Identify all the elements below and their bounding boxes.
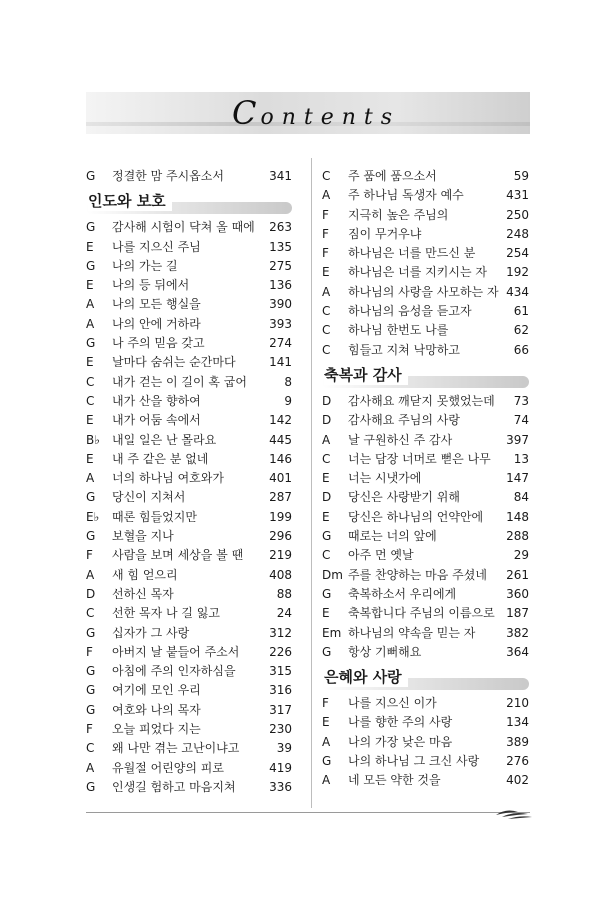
toc-entry[interactable] — [322, 321, 529, 340]
page-number: 84 — [513, 490, 529, 505]
toc-entry[interactable] — [322, 752, 529, 771]
section-heading-text: 은혜와 사랑 — [324, 666, 408, 687]
toc-entry[interactable] — [86, 373, 292, 392]
toc-entry[interactable] — [322, 488, 529, 507]
toc-entry[interactable] — [322, 713, 529, 732]
song-title: 여호와 나의 목자 — [112, 702, 201, 717]
page-number: 393 — [269, 316, 292, 331]
song-key: D — [322, 490, 332, 505]
page-number: 62 — [513, 323, 529, 338]
song-key: C — [322, 304, 331, 319]
song-key: G — [322, 754, 332, 769]
song-key: C — [86, 374, 95, 389]
toc-entry[interactable] — [322, 225, 529, 244]
toc-entry[interactable] — [322, 585, 529, 604]
song-title: 선하신 목자 — [112, 586, 174, 601]
song-key: A — [322, 734, 331, 749]
song-title: 오늘 피었다 지는 — [112, 722, 201, 737]
song-title: 때론 힘들었지만 — [112, 509, 197, 524]
toc-entry[interactable] — [322, 771, 529, 790]
song-key: F — [322, 696, 329, 711]
right-top-list — [322, 167, 529, 360]
toc-entry[interactable] — [86, 681, 292, 700]
toc-entry[interactable] — [322, 643, 529, 662]
song-title: 내 주 같은 분 없네 — [112, 451, 209, 466]
toc-entry[interactable] — [86, 546, 292, 565]
song-title: 나의 가는 길 — [112, 258, 178, 273]
toc-entry[interactable] — [322, 694, 529, 713]
song-title: 주를 찬양하는 마음 주셨네 — [348, 567, 487, 582]
page-title — [232, 94, 400, 132]
page-number: 276 — [506, 754, 529, 769]
toc-entry[interactable] — [86, 527, 292, 546]
song-title: 너의 하나님 여호와가 — [112, 471, 224, 486]
toc-entry[interactable] — [86, 469, 292, 488]
song-title: 당신은 사랑받기 위해 — [348, 490, 460, 505]
page-number: 226 — [269, 644, 292, 659]
song-title: 당신이 지쳐서 — [112, 490, 186, 505]
page-number: 199 — [269, 509, 292, 524]
footer-rule — [86, 812, 530, 813]
song-title: 감사해요 주님의 사랑 — [348, 413, 460, 428]
page-number: 397 — [506, 432, 529, 447]
page-number: 59 — [513, 169, 529, 183]
page-number: 29 — [513, 548, 529, 563]
song-key: A — [86, 297, 95, 312]
page-number: 315 — [269, 664, 292, 679]
grace-section-list — [322, 694, 529, 790]
song-title: 하나님 한번도 나를 — [348, 323, 449, 338]
title-initial: C — [232, 94, 261, 132]
toc-entry[interactable] — [322, 167, 529, 186]
toc-entry[interactable] — [86, 411, 292, 430]
page-number: 316 — [269, 683, 292, 698]
toc-entry[interactable] — [322, 527, 529, 546]
song-key: B♭ — [86, 432, 100, 447]
song-title: 너는 담장 너머로 뻗은 나무 — [348, 451, 491, 466]
leaf-ornament-icon — [494, 806, 534, 820]
page-number: 275 — [269, 258, 292, 273]
page-number: 287 — [269, 490, 292, 505]
song-title: 내일 일은 난 몰라요 — [112, 432, 217, 447]
toc-entry[interactable] — [322, 341, 529, 360]
song-key: C — [322, 548, 331, 563]
song-title: 십자가 그 사랑 — [112, 625, 190, 640]
page-number: 419 — [269, 760, 292, 775]
toc-entry[interactable] — [86, 276, 292, 295]
song-key: A — [322, 432, 331, 447]
column-divider — [311, 158, 312, 808]
song-key: G — [322, 644, 332, 659]
toc-entry[interactable] — [322, 283, 529, 302]
song-title: 나의 등 뒤에서 — [112, 278, 190, 293]
song-key: C — [322, 323, 331, 338]
song-title: 새 힘 얻으리 — [112, 567, 178, 582]
page-number: 135 — [269, 239, 292, 254]
song-key: E — [322, 606, 330, 621]
page-number: 336 — [269, 779, 292, 794]
song-title: 사람을 보며 세상을 볼 땐 — [112, 548, 244, 563]
song-title: 날마다 숨쉬는 순간마다 — [112, 355, 236, 370]
song-key: G — [86, 625, 96, 640]
song-title: 주 하나님 독생자 예수 — [348, 188, 464, 203]
page-number: 88 — [276, 586, 292, 601]
song-key: C — [86, 606, 95, 621]
toc-entry[interactable] — [86, 295, 292, 314]
song-key: E — [86, 413, 94, 428]
song-key: E — [86, 355, 94, 370]
song-key: G — [86, 683, 96, 698]
song-title: 감사해 시험이 닥쳐 올 때에 — [112, 220, 255, 235]
song-key: E — [322, 471, 330, 486]
song-key: E — [86, 239, 94, 254]
toc-entry[interactable] — [86, 778, 292, 797]
song-key: E — [322, 509, 330, 524]
page-number: 61 — [513, 304, 529, 319]
song-key: F — [86, 722, 93, 737]
page-number: 13 — [513, 451, 529, 466]
page-number: 73 — [513, 393, 529, 408]
song-key: F — [86, 548, 93, 563]
song-key: A — [86, 760, 95, 775]
section-heading-guidance — [86, 188, 292, 218]
toc-entry[interactable] — [322, 244, 529, 263]
page-number: 219 — [269, 548, 292, 563]
page-number: 364 — [506, 644, 529, 659]
page-number: 408 — [269, 567, 292, 582]
page-number: 24 — [276, 606, 292, 621]
page-number: 296 — [269, 529, 292, 544]
song-title: 네 모든 약한 것을 — [348, 773, 441, 788]
song-title: 나의 모든 행실을 — [112, 297, 201, 312]
page-number: 389 — [506, 734, 529, 749]
song-title: 너는 시냇가에 — [348, 471, 422, 486]
song-key: G — [86, 169, 96, 183]
song-title: 아침에 주의 인자하심을 — [112, 664, 236, 679]
toc-entry[interactable] — [322, 566, 529, 585]
page-number: 210 — [506, 696, 529, 711]
song-title: 보혈을 지나 — [112, 529, 174, 544]
song-key: A — [86, 471, 95, 486]
page-number: 341 — [269, 169, 292, 183]
toc-entry[interactable] — [86, 566, 292, 585]
song-title: 내가 걷는 이 길이 혹 굽어 — [112, 374, 247, 389]
toc-entry[interactable] — [86, 431, 292, 450]
toc-entry[interactable] — [322, 302, 529, 321]
toc-entry[interactable] — [86, 720, 292, 739]
song-key: A — [86, 567, 95, 582]
song-key: D — [86, 586, 96, 601]
toc-entry[interactable] — [86, 450, 292, 469]
song-key: D — [322, 393, 332, 408]
toc-entry[interactable] — [86, 257, 292, 276]
toc-entry[interactable] — [86, 604, 292, 623]
song-key: C — [86, 393, 95, 408]
page-number: 434 — [506, 284, 529, 299]
page-number: 141 — [269, 355, 292, 370]
song-title: 정결한 맘 주시옵소서 — [112, 169, 224, 183]
page-number: 142 — [269, 413, 292, 428]
section-heading-grace — [322, 664, 529, 694]
song-title: 하나님의 음성을 듣고자 — [348, 304, 472, 319]
song-key: C — [86, 741, 95, 756]
page-number: 192 — [506, 265, 529, 280]
left-section-list — [86, 218, 292, 797]
song-title: 주 품에 품으소서 — [348, 169, 437, 183]
toc-entry[interactable] — [322, 206, 529, 225]
page-number: 254 — [506, 246, 529, 261]
song-title: 하나님은 너를 만드신 분 — [348, 246, 476, 261]
page-number: 8 — [284, 374, 292, 389]
song-key: E — [86, 451, 94, 466]
page-number: 261 — [506, 567, 529, 582]
song-title: 나를 지으신 주님 — [112, 239, 201, 254]
song-title: 하나님의 사랑을 사모하는 자 — [348, 284, 499, 299]
toc-entry[interactable] — [86, 739, 292, 758]
song-key: E — [322, 265, 330, 280]
page-number: 74 — [513, 413, 529, 428]
song-title: 아버지 날 붙들어 주소서 — [112, 644, 240, 659]
song-title: 나 주의 믿음 갖고 — [112, 336, 205, 351]
song-title: 나를 향한 주의 사랑 — [348, 715, 453, 730]
page-number: 317 — [269, 702, 292, 717]
page-number: 431 — [506, 188, 529, 203]
toc-entry[interactable] — [86, 353, 292, 372]
toc-entry[interactable] — [322, 186, 529, 205]
toc-entry[interactable] — [322, 469, 529, 488]
toc-entry[interactable] — [322, 411, 529, 430]
right-column — [322, 167, 529, 791]
song-key: G — [86, 702, 96, 717]
toc-entry[interactable] — [86, 643, 292, 662]
song-title: 나의 안에 거하라 — [112, 316, 201, 331]
toc-entry[interactable] — [86, 624, 292, 643]
song-title: 때로는 너의 앞에 — [348, 529, 437, 544]
section-heading-text: 축복과 감사 — [324, 364, 408, 385]
song-key: G — [86, 664, 96, 679]
song-key: G — [322, 586, 332, 601]
page-number: 263 — [269, 220, 292, 235]
toc-entry[interactable] — [86, 218, 292, 237]
toc-entry[interactable] — [322, 263, 529, 282]
page-number: 248 — [506, 226, 529, 241]
toc-entry[interactable] — [86, 167, 292, 186]
page-number: 360 — [506, 586, 529, 601]
toc-entry[interactable] — [86, 392, 292, 411]
blessing-section-list — [322, 392, 529, 662]
song-title: 나의 가장 낮은 마음 — [348, 734, 453, 749]
song-key: G — [86, 779, 96, 794]
song-key: C — [322, 342, 331, 357]
section-heading-text: 인도와 보호 — [88, 190, 172, 211]
left-top-list — [86, 167, 292, 186]
song-title: 내가 산을 향하여 — [112, 393, 201, 408]
page-number: 312 — [269, 625, 292, 640]
song-title: 인생길 험하고 마음지쳐 — [112, 779, 236, 794]
song-key: D — [322, 413, 332, 428]
song-key: Dm — [322, 567, 343, 582]
toc-entry[interactable] — [322, 431, 529, 450]
page-number: 136 — [269, 278, 292, 293]
toc-entry[interactable] — [322, 450, 529, 469]
song-key: A — [322, 188, 331, 203]
toc-entry[interactable] — [322, 733, 529, 752]
song-title: 축복하소서 우리에게 — [348, 586, 457, 601]
song-key: G — [86, 258, 96, 273]
toc-entry[interactable] — [86, 585, 292, 604]
toc-entry[interactable] — [86, 334, 292, 353]
page-number: 274 — [269, 336, 292, 351]
toc-entry[interactable] — [322, 624, 529, 643]
toc-entry[interactable] — [86, 662, 292, 681]
song-key: G — [86, 336, 96, 351]
song-key: F — [322, 226, 329, 241]
toc-entry[interactable] — [86, 488, 292, 507]
page-number: 382 — [506, 625, 529, 640]
song-title: 유월절 어린양의 피로 — [112, 760, 224, 775]
song-key: E — [86, 278, 94, 293]
toc-entry[interactable] — [86, 315, 292, 334]
contents-header — [86, 92, 530, 134]
song-title: 하나님은 너를 지키시는 자 — [348, 265, 487, 280]
song-key: E — [322, 715, 330, 730]
song-title: 선한 목자 나 길 잃고 — [112, 606, 220, 621]
page-number: 66 — [513, 342, 529, 357]
left-column — [86, 167, 292, 797]
song-key: A — [322, 284, 331, 299]
song-key: G — [86, 220, 96, 235]
page-number: 9 — [284, 393, 292, 408]
song-title: 하나님의 약속을 믿는 자 — [348, 625, 476, 640]
page-number: 402 — [506, 773, 529, 788]
toc-entry[interactable] — [86, 759, 292, 778]
song-key: F — [322, 246, 329, 261]
song-title: 당신은 하나님의 언약안에 — [348, 509, 484, 524]
song-title: 축복합니다 주님의 이름으로 — [348, 606, 495, 621]
section-heading-blessing — [322, 362, 529, 392]
song-key: F — [86, 644, 93, 659]
song-key: G — [322, 529, 332, 544]
page-number: 187 — [506, 606, 529, 621]
song-key: C — [322, 451, 331, 466]
song-title: 왜 나만 겪는 고난이냐고 — [112, 741, 240, 756]
song-key: A — [322, 773, 331, 788]
page-number: 134 — [506, 715, 529, 730]
song-key: A — [86, 316, 95, 331]
toc-entry[interactable] — [86, 508, 292, 527]
song-key: E♭ — [86, 509, 100, 524]
song-key: G — [86, 490, 96, 505]
song-key: G — [86, 529, 96, 544]
song-title: 나의 하나님 그 크신 사랑 — [348, 754, 480, 769]
toc-entry[interactable] — [322, 392, 529, 411]
title-rest: ontents — [260, 105, 401, 130]
song-title: 여기에 모인 우리 — [112, 683, 201, 698]
page-number: 146 — [269, 451, 292, 466]
song-title: 아주 먼 옛날 — [348, 548, 414, 563]
song-title: 힘들고 지쳐 낙망하고 — [348, 342, 460, 357]
page-number: 250 — [506, 207, 529, 222]
page-number: 39 — [276, 741, 292, 756]
song-title: 감사해요 깨닫지 못했었는데 — [348, 393, 495, 408]
song-title: 짐이 무거우냐 — [348, 226, 422, 241]
toc-entry[interactable] — [86, 238, 292, 257]
page-number: 288 — [506, 529, 529, 544]
song-key: Em — [322, 625, 342, 640]
page-number: 230 — [269, 722, 292, 737]
song-title: 날 구원하신 주 감사 — [348, 432, 453, 447]
page-number: 148 — [506, 509, 529, 524]
song-title: 나를 지으신 이가 — [348, 696, 437, 711]
song-title: 항상 기뻐해요 — [348, 644, 422, 659]
page-number: 147 — [506, 471, 529, 486]
page-number: 390 — [269, 297, 292, 312]
page-number: 401 — [269, 471, 292, 486]
page-number: 445 — [269, 432, 292, 447]
song-key: F — [322, 207, 329, 222]
toc-entry[interactable] — [86, 701, 292, 720]
toc-entry[interactable] — [322, 546, 529, 565]
song-title: 지극히 높은 주님의 — [348, 207, 449, 222]
song-key: C — [322, 169, 331, 183]
song-title: 내가 어둠 속에서 — [112, 413, 201, 428]
toc-entry[interactable] — [322, 604, 529, 623]
toc-entry[interactable] — [322, 508, 529, 527]
